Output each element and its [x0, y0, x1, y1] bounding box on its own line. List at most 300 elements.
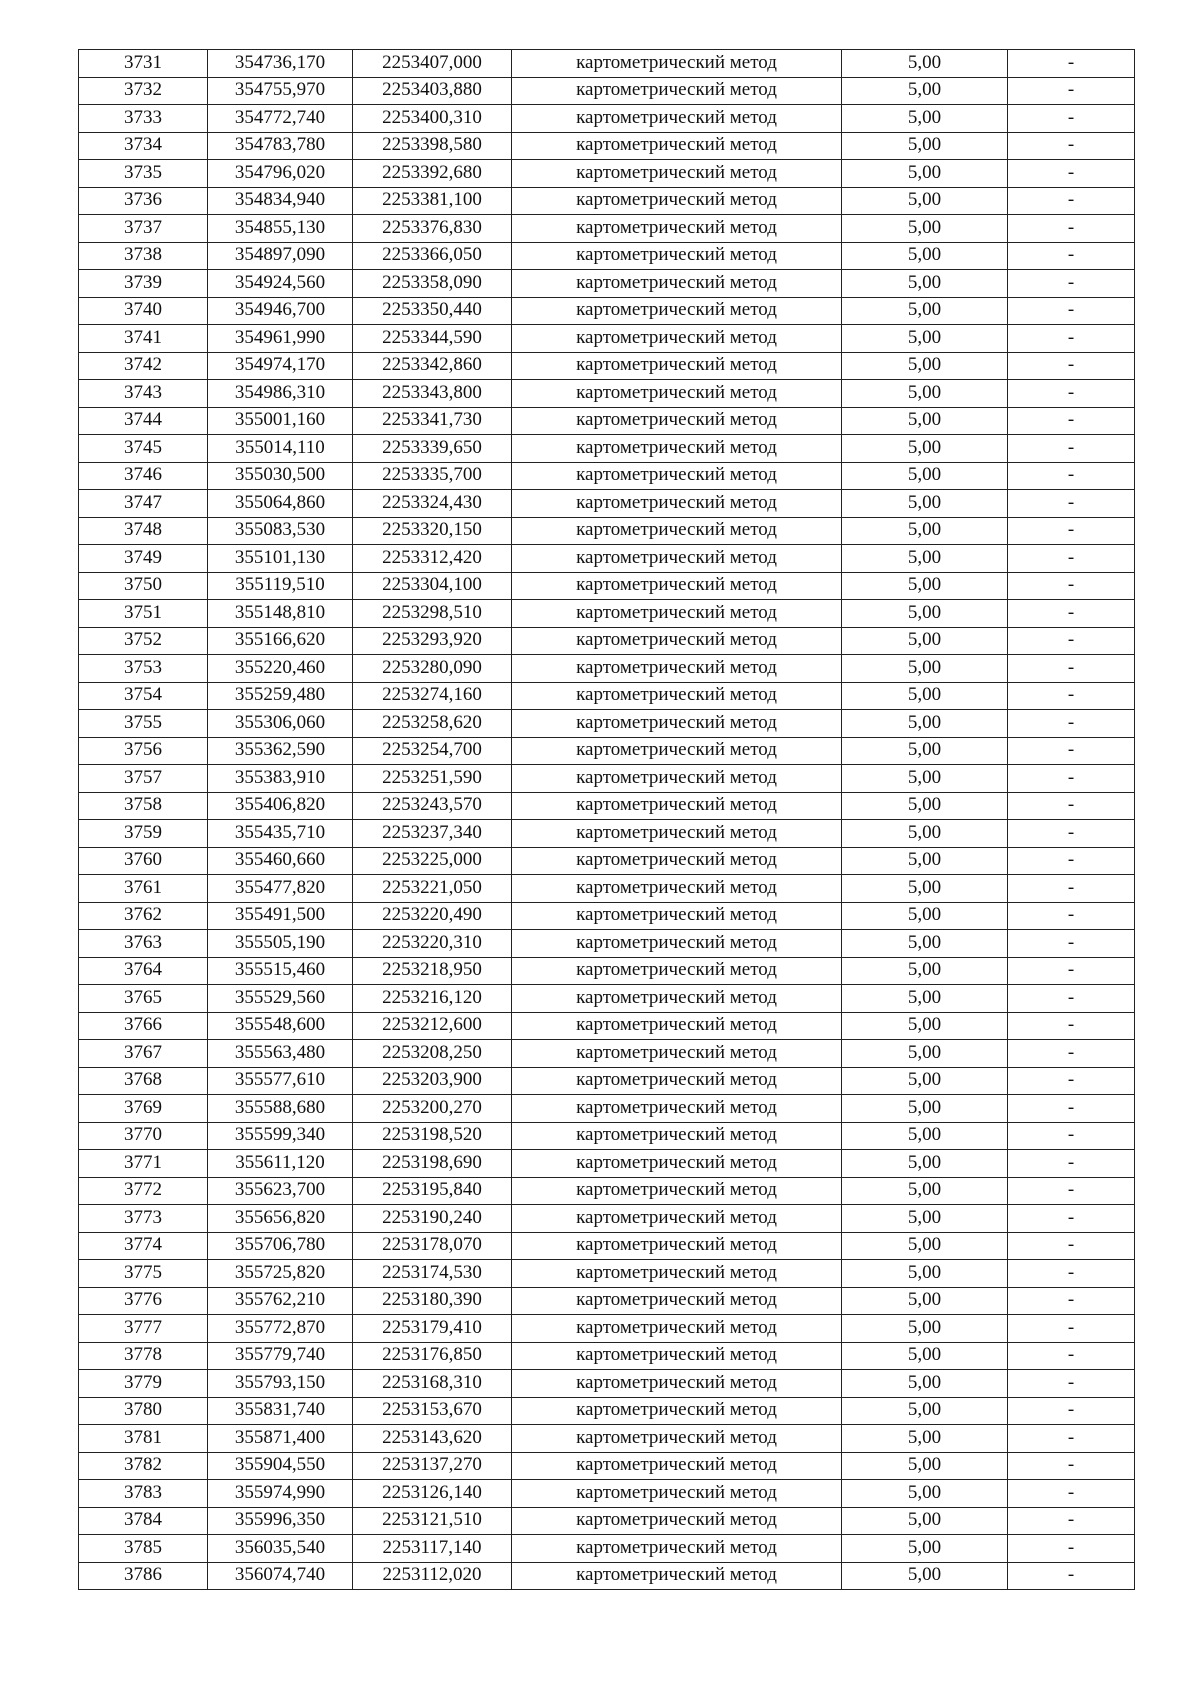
accuracy-cell: 5,00	[842, 1012, 1008, 1040]
method-cell: картометрический метод	[512, 490, 842, 518]
method-cell: картометрический метод	[512, 627, 842, 655]
y-coordinate-cell: 2253126,140	[353, 1480, 512, 1508]
note-cell: -	[1008, 1397, 1135, 1425]
point-number-cell: 3743	[79, 380, 208, 408]
method-cell: картометрический метод	[512, 1480, 842, 1508]
x-coordinate-cell: 355974,990	[208, 1480, 353, 1508]
note-cell: -	[1008, 765, 1135, 793]
point-number-cell: 3778	[79, 1342, 208, 1370]
note-cell: -	[1008, 50, 1135, 78]
accuracy-cell: 5,00	[842, 380, 1008, 408]
x-coordinate-cell: 355477,820	[208, 875, 353, 903]
y-coordinate-cell: 2253381,100	[353, 187, 512, 215]
x-coordinate-cell: 355119,510	[208, 572, 353, 600]
accuracy-cell: 5,00	[842, 627, 1008, 655]
x-coordinate-cell: 355460,660	[208, 847, 353, 875]
x-coordinate-cell: 354772,740	[208, 105, 353, 133]
note-cell: -	[1008, 1095, 1135, 1123]
accuracy-cell: 5,00	[842, 352, 1008, 380]
table-row	[79, 1507, 1135, 1535]
method-cell: картометрический метод	[512, 1012, 842, 1040]
point-number-cell: 3784	[79, 1507, 208, 1535]
y-coordinate-cell: 2253258,620	[353, 710, 512, 738]
point-number-cell: 3739	[79, 270, 208, 298]
y-coordinate-cell: 2253293,920	[353, 627, 512, 655]
method-cell: картометрический метод	[512, 187, 842, 215]
method-cell: картометрический метод	[512, 215, 842, 243]
y-coordinate-cell: 2253220,310	[353, 930, 512, 958]
table-row	[79, 1205, 1135, 1233]
method-cell: картометрический метод	[512, 105, 842, 133]
x-coordinate-cell: 355083,530	[208, 517, 353, 545]
y-coordinate-cell: 2253143,620	[353, 1425, 512, 1453]
note-cell: -	[1008, 1452, 1135, 1480]
coordinates-table-body	[79, 50, 1135, 1590]
point-number-cell: 3761	[79, 875, 208, 903]
method-cell: картометрический метод	[512, 1287, 842, 1315]
x-coordinate-cell: 355306,060	[208, 710, 353, 738]
accuracy-cell: 5,00	[842, 710, 1008, 738]
accuracy-cell: 5,00	[842, 1480, 1008, 1508]
note-cell: -	[1008, 325, 1135, 353]
accuracy-cell: 5,00	[842, 1507, 1008, 1535]
note-cell: -	[1008, 215, 1135, 243]
point-number-cell: 3747	[79, 490, 208, 518]
x-coordinate-cell: 355871,400	[208, 1425, 353, 1453]
method-cell: картометрический метод	[512, 1315, 842, 1343]
x-coordinate-cell: 355220,460	[208, 655, 353, 683]
note-cell: -	[1008, 1370, 1135, 1398]
method-cell: картометрический метод	[512, 1095, 842, 1123]
point-number-cell: 3758	[79, 792, 208, 820]
method-cell: картометрический метод	[512, 710, 842, 738]
note-cell: -	[1008, 435, 1135, 463]
table-row	[79, 352, 1135, 380]
x-coordinate-cell: 354736,170	[208, 50, 353, 78]
y-coordinate-cell: 2253220,490	[353, 902, 512, 930]
y-coordinate-cell: 2253298,510	[353, 600, 512, 628]
point-number-cell: 3764	[79, 957, 208, 985]
table-row	[79, 545, 1135, 573]
table-row	[79, 270, 1135, 298]
point-number-cell: 3767	[79, 1040, 208, 1068]
x-coordinate-cell: 355762,210	[208, 1287, 353, 1315]
method-cell: картометрический метод	[512, 435, 842, 463]
x-coordinate-cell: 354855,130	[208, 215, 353, 243]
x-coordinate-cell: 354974,170	[208, 352, 353, 380]
note-cell: -	[1008, 600, 1135, 628]
method-cell: картометрический метод	[512, 1040, 842, 1068]
point-number-cell: 3781	[79, 1425, 208, 1453]
point-number-cell: 3754	[79, 682, 208, 710]
note-cell: -	[1008, 1425, 1135, 1453]
method-cell: картометрический метод	[512, 1150, 842, 1178]
method-cell: картометрический метод	[512, 1122, 842, 1150]
table-row	[79, 517, 1135, 545]
method-cell: картометрический метод	[512, 792, 842, 820]
accuracy-cell: 5,00	[842, 1562, 1008, 1590]
table-row	[79, 820, 1135, 848]
accuracy-cell: 5,00	[842, 297, 1008, 325]
table-row	[79, 1342, 1135, 1370]
point-number-cell: 3746	[79, 462, 208, 490]
note-cell: -	[1008, 710, 1135, 738]
y-coordinate-cell: 2253117,140	[353, 1535, 512, 1563]
table-row	[79, 1315, 1135, 1343]
x-coordinate-cell: 355529,560	[208, 985, 353, 1013]
accuracy-cell: 5,00	[842, 572, 1008, 600]
point-number-cell: 3737	[79, 215, 208, 243]
x-coordinate-cell: 355611,120	[208, 1150, 353, 1178]
table-row	[79, 1452, 1135, 1480]
x-coordinate-cell: 355904,550	[208, 1452, 353, 1480]
method-cell: картометрический метод	[512, 1232, 842, 1260]
note-cell: -	[1008, 792, 1135, 820]
note-cell: -	[1008, 1260, 1135, 1288]
accuracy-cell: 5,00	[842, 1342, 1008, 1370]
y-coordinate-cell: 2253324,430	[353, 490, 512, 518]
table-row	[79, 297, 1135, 325]
method-cell: картометрический метод	[512, 1342, 842, 1370]
method-cell: картометрический метод	[512, 297, 842, 325]
note-cell: -	[1008, 352, 1135, 380]
point-number-cell: 3750	[79, 572, 208, 600]
note-cell: -	[1008, 462, 1135, 490]
x-coordinate-cell: 355779,740	[208, 1342, 353, 1370]
point-number-cell: 3751	[79, 600, 208, 628]
point-number-cell: 3773	[79, 1205, 208, 1233]
y-coordinate-cell: 2253174,530	[353, 1260, 512, 1288]
method-cell: картометрический метод	[512, 1425, 842, 1453]
note-cell: -	[1008, 682, 1135, 710]
table-row	[79, 957, 1135, 985]
point-number-cell: 3740	[79, 297, 208, 325]
y-coordinate-cell: 2253176,850	[353, 1342, 512, 1370]
method-cell: картометрический метод	[512, 1370, 842, 1398]
table-row	[79, 490, 1135, 518]
y-coordinate-cell: 2253280,090	[353, 655, 512, 683]
point-number-cell: 3745	[79, 435, 208, 463]
point-number-cell: 3738	[79, 242, 208, 270]
note-cell: -	[1008, 985, 1135, 1013]
point-number-cell: 3753	[79, 655, 208, 683]
y-coordinate-cell: 2253350,440	[353, 297, 512, 325]
accuracy-cell: 5,00	[842, 160, 1008, 188]
x-coordinate-cell: 354755,970	[208, 77, 353, 105]
note-cell: -	[1008, 1150, 1135, 1178]
note-cell: -	[1008, 1287, 1135, 1315]
note-cell: -	[1008, 930, 1135, 958]
x-coordinate-cell: 355259,480	[208, 682, 353, 710]
x-coordinate-cell: 354834,940	[208, 187, 353, 215]
y-coordinate-cell: 2253203,900	[353, 1067, 512, 1095]
method-cell: картометрический метод	[512, 1397, 842, 1425]
table-row	[79, 50, 1135, 78]
y-coordinate-cell: 2253339,650	[353, 435, 512, 463]
y-coordinate-cell: 2253320,150	[353, 517, 512, 545]
method-cell: картометрический метод	[512, 1205, 842, 1233]
accuracy-cell: 5,00	[842, 820, 1008, 848]
method-cell: картометрический метод	[512, 462, 842, 490]
x-coordinate-cell: 355148,810	[208, 600, 353, 628]
accuracy-cell: 5,00	[842, 902, 1008, 930]
x-coordinate-cell: 354961,990	[208, 325, 353, 353]
point-number-cell: 3749	[79, 545, 208, 573]
point-number-cell: 3766	[79, 1012, 208, 1040]
point-number-cell: 3734	[79, 132, 208, 160]
x-coordinate-cell: 354897,090	[208, 242, 353, 270]
note-cell: -	[1008, 545, 1135, 573]
y-coordinate-cell: 2253243,570	[353, 792, 512, 820]
table-row	[79, 1260, 1135, 1288]
y-coordinate-cell: 2253254,700	[353, 737, 512, 765]
x-coordinate-cell: 355563,480	[208, 1040, 353, 1068]
method-cell: картометрический метод	[512, 517, 842, 545]
point-number-cell: 3765	[79, 985, 208, 1013]
y-coordinate-cell: 2253178,070	[353, 1232, 512, 1260]
x-coordinate-cell: 355515,460	[208, 957, 353, 985]
note-cell: -	[1008, 1122, 1135, 1150]
x-coordinate-cell: 355725,820	[208, 1260, 353, 1288]
note-cell: -	[1008, 1507, 1135, 1535]
note-cell: -	[1008, 1232, 1135, 1260]
y-coordinate-cell: 2253376,830	[353, 215, 512, 243]
y-coordinate-cell: 2253344,590	[353, 325, 512, 353]
accuracy-cell: 5,00	[842, 1040, 1008, 1068]
note-cell: -	[1008, 847, 1135, 875]
note-cell: -	[1008, 1012, 1135, 1040]
note-cell: -	[1008, 1535, 1135, 1563]
point-number-cell: 3744	[79, 407, 208, 435]
x-coordinate-cell: 355548,600	[208, 1012, 353, 1040]
accuracy-cell: 5,00	[842, 462, 1008, 490]
x-coordinate-cell: 355491,500	[208, 902, 353, 930]
coordinates-table	[78, 49, 1135, 1590]
accuracy-cell: 5,00	[842, 1425, 1008, 1453]
note-cell: -	[1008, 627, 1135, 655]
table-row	[79, 1480, 1135, 1508]
method-cell: картометрический метод	[512, 1452, 842, 1480]
y-coordinate-cell: 2253198,690	[353, 1150, 512, 1178]
x-coordinate-cell: 355064,860	[208, 490, 353, 518]
accuracy-cell: 5,00	[842, 1095, 1008, 1123]
method-cell: картометрический метод	[512, 985, 842, 1013]
x-coordinate-cell: 355014,110	[208, 435, 353, 463]
point-number-cell: 3774	[79, 1232, 208, 1260]
accuracy-cell: 5,00	[842, 1205, 1008, 1233]
point-number-cell: 3779	[79, 1370, 208, 1398]
accuracy-cell: 5,00	[842, 50, 1008, 78]
table-row	[79, 655, 1135, 683]
x-coordinate-cell: 354924,560	[208, 270, 353, 298]
y-coordinate-cell: 2253112,020	[353, 1562, 512, 1590]
method-cell: картометрический метод	[512, 325, 842, 353]
method-cell: картометрический метод	[512, 930, 842, 958]
y-coordinate-cell: 2253312,420	[353, 545, 512, 573]
y-coordinate-cell: 2253237,340	[353, 820, 512, 848]
point-number-cell: 3735	[79, 160, 208, 188]
x-coordinate-cell: 355030,500	[208, 462, 353, 490]
table-row	[79, 1122, 1135, 1150]
note-cell: -	[1008, 1342, 1135, 1370]
method-cell: картометрический метод	[512, 1507, 842, 1535]
point-number-cell: 3756	[79, 737, 208, 765]
note-cell: -	[1008, 160, 1135, 188]
accuracy-cell: 5,00	[842, 407, 1008, 435]
method-cell: картометрический метод	[512, 270, 842, 298]
accuracy-cell: 5,00	[842, 545, 1008, 573]
point-number-cell: 3769	[79, 1095, 208, 1123]
accuracy-cell: 5,00	[842, 1067, 1008, 1095]
table-row	[79, 1232, 1135, 1260]
table-row	[79, 985, 1135, 1013]
method-cell: картометрический метод	[512, 875, 842, 903]
table-row	[79, 77, 1135, 105]
accuracy-cell: 5,00	[842, 1287, 1008, 1315]
method-cell: картометрический метод	[512, 682, 842, 710]
table-row	[79, 1370, 1135, 1398]
table-row	[79, 902, 1135, 930]
note-cell: -	[1008, 1177, 1135, 1205]
method-cell: картометрический метод	[512, 380, 842, 408]
y-coordinate-cell: 2253195,840	[353, 1177, 512, 1205]
table-row	[79, 380, 1135, 408]
accuracy-cell: 5,00	[842, 792, 1008, 820]
x-coordinate-cell: 355101,130	[208, 545, 353, 573]
y-coordinate-cell: 2253212,600	[353, 1012, 512, 1040]
accuracy-cell: 5,00	[842, 1150, 1008, 1178]
table-row	[79, 1012, 1135, 1040]
x-coordinate-cell: 355362,590	[208, 737, 353, 765]
method-cell: картометрический метод	[512, 600, 842, 628]
y-coordinate-cell: 2253407,000	[353, 50, 512, 78]
accuracy-cell: 5,00	[842, 325, 1008, 353]
accuracy-cell: 5,00	[842, 215, 1008, 243]
method-cell: картометрический метод	[512, 242, 842, 270]
point-number-cell: 3741	[79, 325, 208, 353]
method-cell: картометрический метод	[512, 957, 842, 985]
table-row	[79, 1425, 1135, 1453]
y-coordinate-cell: 2253180,390	[353, 1287, 512, 1315]
y-coordinate-cell: 2253342,860	[353, 352, 512, 380]
y-coordinate-cell: 2253216,120	[353, 985, 512, 1013]
point-number-cell: 3786	[79, 1562, 208, 1590]
note-cell: -	[1008, 242, 1135, 270]
table-row	[79, 160, 1135, 188]
x-coordinate-cell: 355656,820	[208, 1205, 353, 1233]
method-cell: картометрический метод	[512, 1067, 842, 1095]
x-coordinate-cell: 355505,190	[208, 930, 353, 958]
y-coordinate-cell: 2253179,410	[353, 1315, 512, 1343]
x-coordinate-cell: 355793,150	[208, 1370, 353, 1398]
x-coordinate-cell: 355599,340	[208, 1122, 353, 1150]
table-row	[79, 462, 1135, 490]
note-cell: -	[1008, 1067, 1135, 1095]
x-coordinate-cell: 356035,540	[208, 1535, 353, 1563]
y-coordinate-cell: 2253221,050	[353, 875, 512, 903]
x-coordinate-cell: 354946,700	[208, 297, 353, 325]
point-number-cell: 3757	[79, 765, 208, 793]
y-coordinate-cell: 2253153,670	[353, 1397, 512, 1425]
y-coordinate-cell: 2253121,510	[353, 1507, 512, 1535]
y-coordinate-cell: 2253208,250	[353, 1040, 512, 1068]
table-row	[79, 875, 1135, 903]
y-coordinate-cell: 2253274,160	[353, 682, 512, 710]
point-number-cell: 3759	[79, 820, 208, 848]
note-cell: -	[1008, 517, 1135, 545]
point-number-cell: 3768	[79, 1067, 208, 1095]
note-cell: -	[1008, 270, 1135, 298]
table-row	[79, 1150, 1135, 1178]
note-cell: -	[1008, 105, 1135, 133]
accuracy-cell: 5,00	[842, 985, 1008, 1013]
x-coordinate-cell: 355001,160	[208, 407, 353, 435]
accuracy-cell: 5,00	[842, 105, 1008, 133]
y-coordinate-cell: 2253200,270	[353, 1095, 512, 1123]
table-row	[79, 325, 1135, 353]
y-coordinate-cell: 2253403,880	[353, 77, 512, 105]
accuracy-cell: 5,00	[842, 1452, 1008, 1480]
x-coordinate-cell: 355383,910	[208, 765, 353, 793]
table-row	[79, 1067, 1135, 1095]
y-coordinate-cell: 2253335,700	[353, 462, 512, 490]
accuracy-cell: 5,00	[842, 1122, 1008, 1150]
accuracy-cell: 5,00	[842, 847, 1008, 875]
table-row	[79, 1095, 1135, 1123]
x-coordinate-cell: 355831,740	[208, 1397, 353, 1425]
table-row	[79, 1040, 1135, 1068]
accuracy-cell: 5,00	[842, 1232, 1008, 1260]
method-cell: картометрический метод	[512, 1260, 842, 1288]
x-coordinate-cell: 355996,350	[208, 1507, 353, 1535]
method-cell: картометрический метод	[512, 545, 842, 573]
method-cell: картометрический метод	[512, 1177, 842, 1205]
method-cell: картометрический метод	[512, 1535, 842, 1563]
y-coordinate-cell: 2253218,950	[353, 957, 512, 985]
table-row	[79, 435, 1135, 463]
y-coordinate-cell: 2253341,730	[353, 407, 512, 435]
point-number-cell: 3776	[79, 1287, 208, 1315]
accuracy-cell: 5,00	[842, 600, 1008, 628]
point-number-cell: 3783	[79, 1480, 208, 1508]
point-number-cell: 3785	[79, 1535, 208, 1563]
y-coordinate-cell: 2253400,310	[353, 105, 512, 133]
note-cell: -	[1008, 380, 1135, 408]
table-row	[79, 682, 1135, 710]
table-row	[79, 1397, 1135, 1425]
note-cell: -	[1008, 572, 1135, 600]
x-coordinate-cell: 356074,740	[208, 1562, 353, 1590]
point-number-cell: 3763	[79, 930, 208, 958]
table-row	[79, 132, 1135, 160]
point-number-cell: 3736	[79, 187, 208, 215]
accuracy-cell: 5,00	[842, 930, 1008, 958]
accuracy-cell: 5,00	[842, 77, 1008, 105]
x-coordinate-cell: 355435,710	[208, 820, 353, 848]
point-number-cell: 3732	[79, 77, 208, 105]
note-cell: -	[1008, 820, 1135, 848]
accuracy-cell: 5,00	[842, 737, 1008, 765]
note-cell: -	[1008, 655, 1135, 683]
note-cell: -	[1008, 1040, 1135, 1068]
point-number-cell: 3742	[79, 352, 208, 380]
x-coordinate-cell: 355588,680	[208, 1095, 353, 1123]
accuracy-cell: 5,00	[842, 435, 1008, 463]
x-coordinate-cell: 355623,700	[208, 1177, 353, 1205]
y-coordinate-cell: 2253190,240	[353, 1205, 512, 1233]
table-row	[79, 847, 1135, 875]
note-cell: -	[1008, 902, 1135, 930]
